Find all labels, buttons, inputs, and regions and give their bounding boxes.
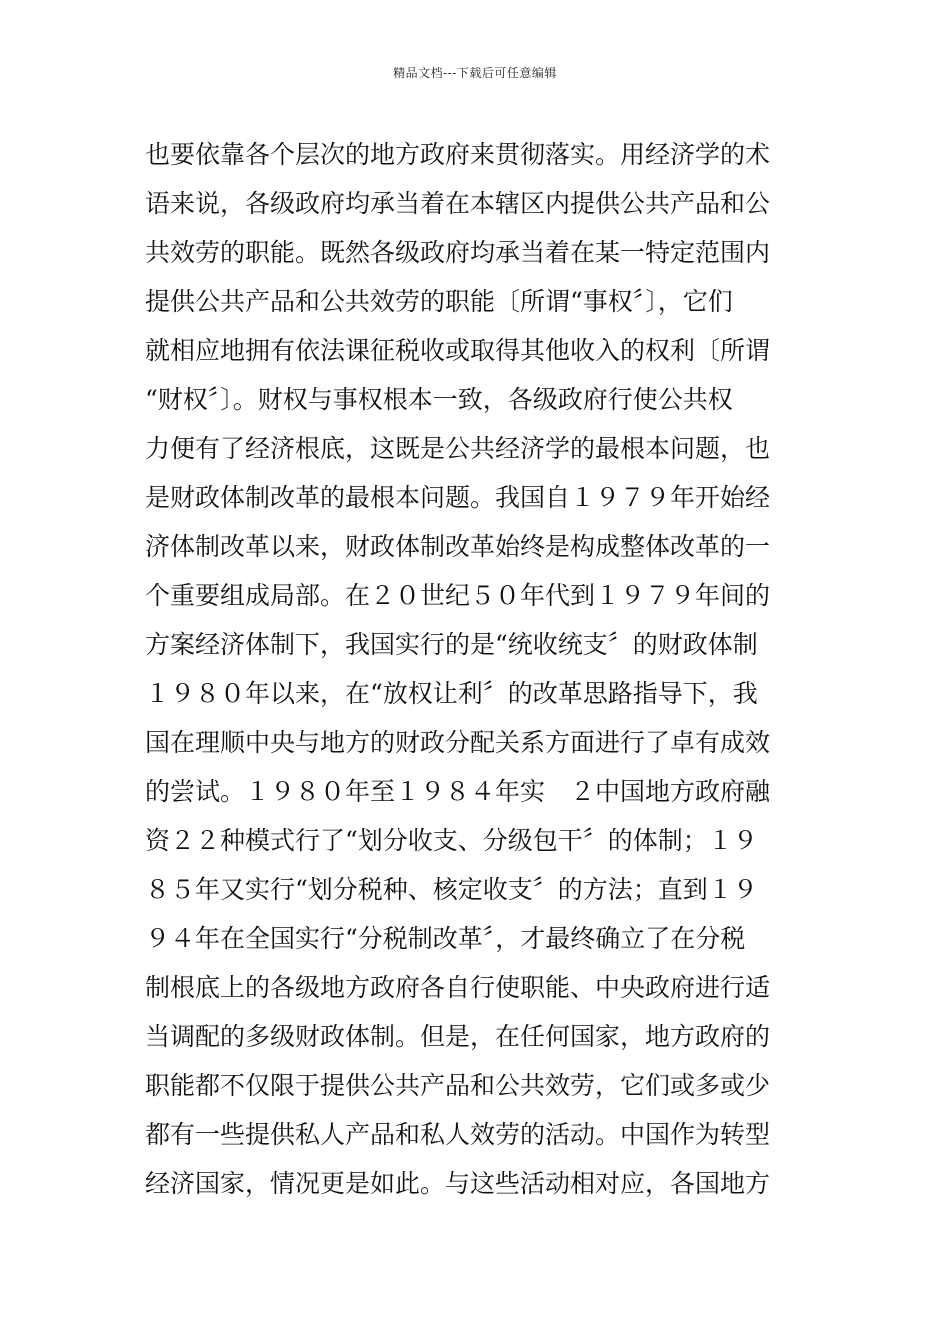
page-header: 精品文档---下载后可任意编辑 <box>393 66 557 80</box>
text-line: 提供公共产品和公共效劳的职能〔所谓“事权〞〕，它们 <box>145 287 733 316</box>
text-line: 制根底上的各级地方政府各自行使职能、中央政府进行适 <box>145 973 771 1002</box>
text-line: 共效劳的职能。既然各级政府均承当着在某一特定范围内 <box>145 238 771 267</box>
text-line: 的尝试。１９８０年至１９８４年实 ２中国地方政府融 <box>145 777 771 806</box>
text-line: 职能都不仅限于提供公共产品和公共效劳，它们或多或少 <box>145 1071 771 1100</box>
text-line: ９４年在全国实行“分税制改革〞，才最终确立了在分税 <box>145 924 746 953</box>
text-line: 国在理顺中央与地方的财政分配关系方面进行了卓有成效 <box>145 728 771 757</box>
text-line: 就相应地拥有依法课征税收或取得其他收入的权利〔所谓 <box>145 336 771 365</box>
text-line: 都有一些提供私人产品和私人效劳的活动。中国作为转型 <box>145 1120 771 1149</box>
text-line: 方案经济体制下，我国实行的是“统收统支〞的财政体制 <box>145 630 758 659</box>
text-line: “财权〞〕。财权与事权根本一致，各级政府行使公共权 <box>145 385 733 414</box>
text-line: 也要依靠各个层次的地方政府来贯彻落实。用经济学的术 <box>145 140 771 169</box>
body-paragraph <box>145 130 825 1208</box>
text-line: 当调配的多级财政体制。但是，在任何国家，地方政府的 <box>145 1022 771 1051</box>
text-line: 经济国家，情况更是如此。与这些活动相对应，各国地方 <box>145 1169 771 1198</box>
text-line: ８５年又实行“划分税种、核定收支〞的方法；直到１９ <box>145 875 758 904</box>
text-line: 资２２种模式行了“划分收支、分级包干〞的体制；１９ <box>145 826 758 855</box>
text-line: 是财政体制改革的最根本问题。我国自１９７９年开始经 <box>145 483 771 512</box>
text-line: 济体制改革以来，财政体制改革始终是构成整体改革的一 <box>145 532 771 561</box>
text-line: 力便有了经济根底，这既是公共经济学的最根本问题，也 <box>145 434 771 463</box>
text-line: 语来说，各级政府均承当着在本辖区内提供公共产品和公 <box>145 189 771 218</box>
text-line: 个重要组成局部。在２０世纪５０年代到１９７９年间的 <box>145 581 771 610</box>
text-line: １９８０年以来，在“放权让利〞的改革思路指导下，我 <box>145 679 758 708</box>
